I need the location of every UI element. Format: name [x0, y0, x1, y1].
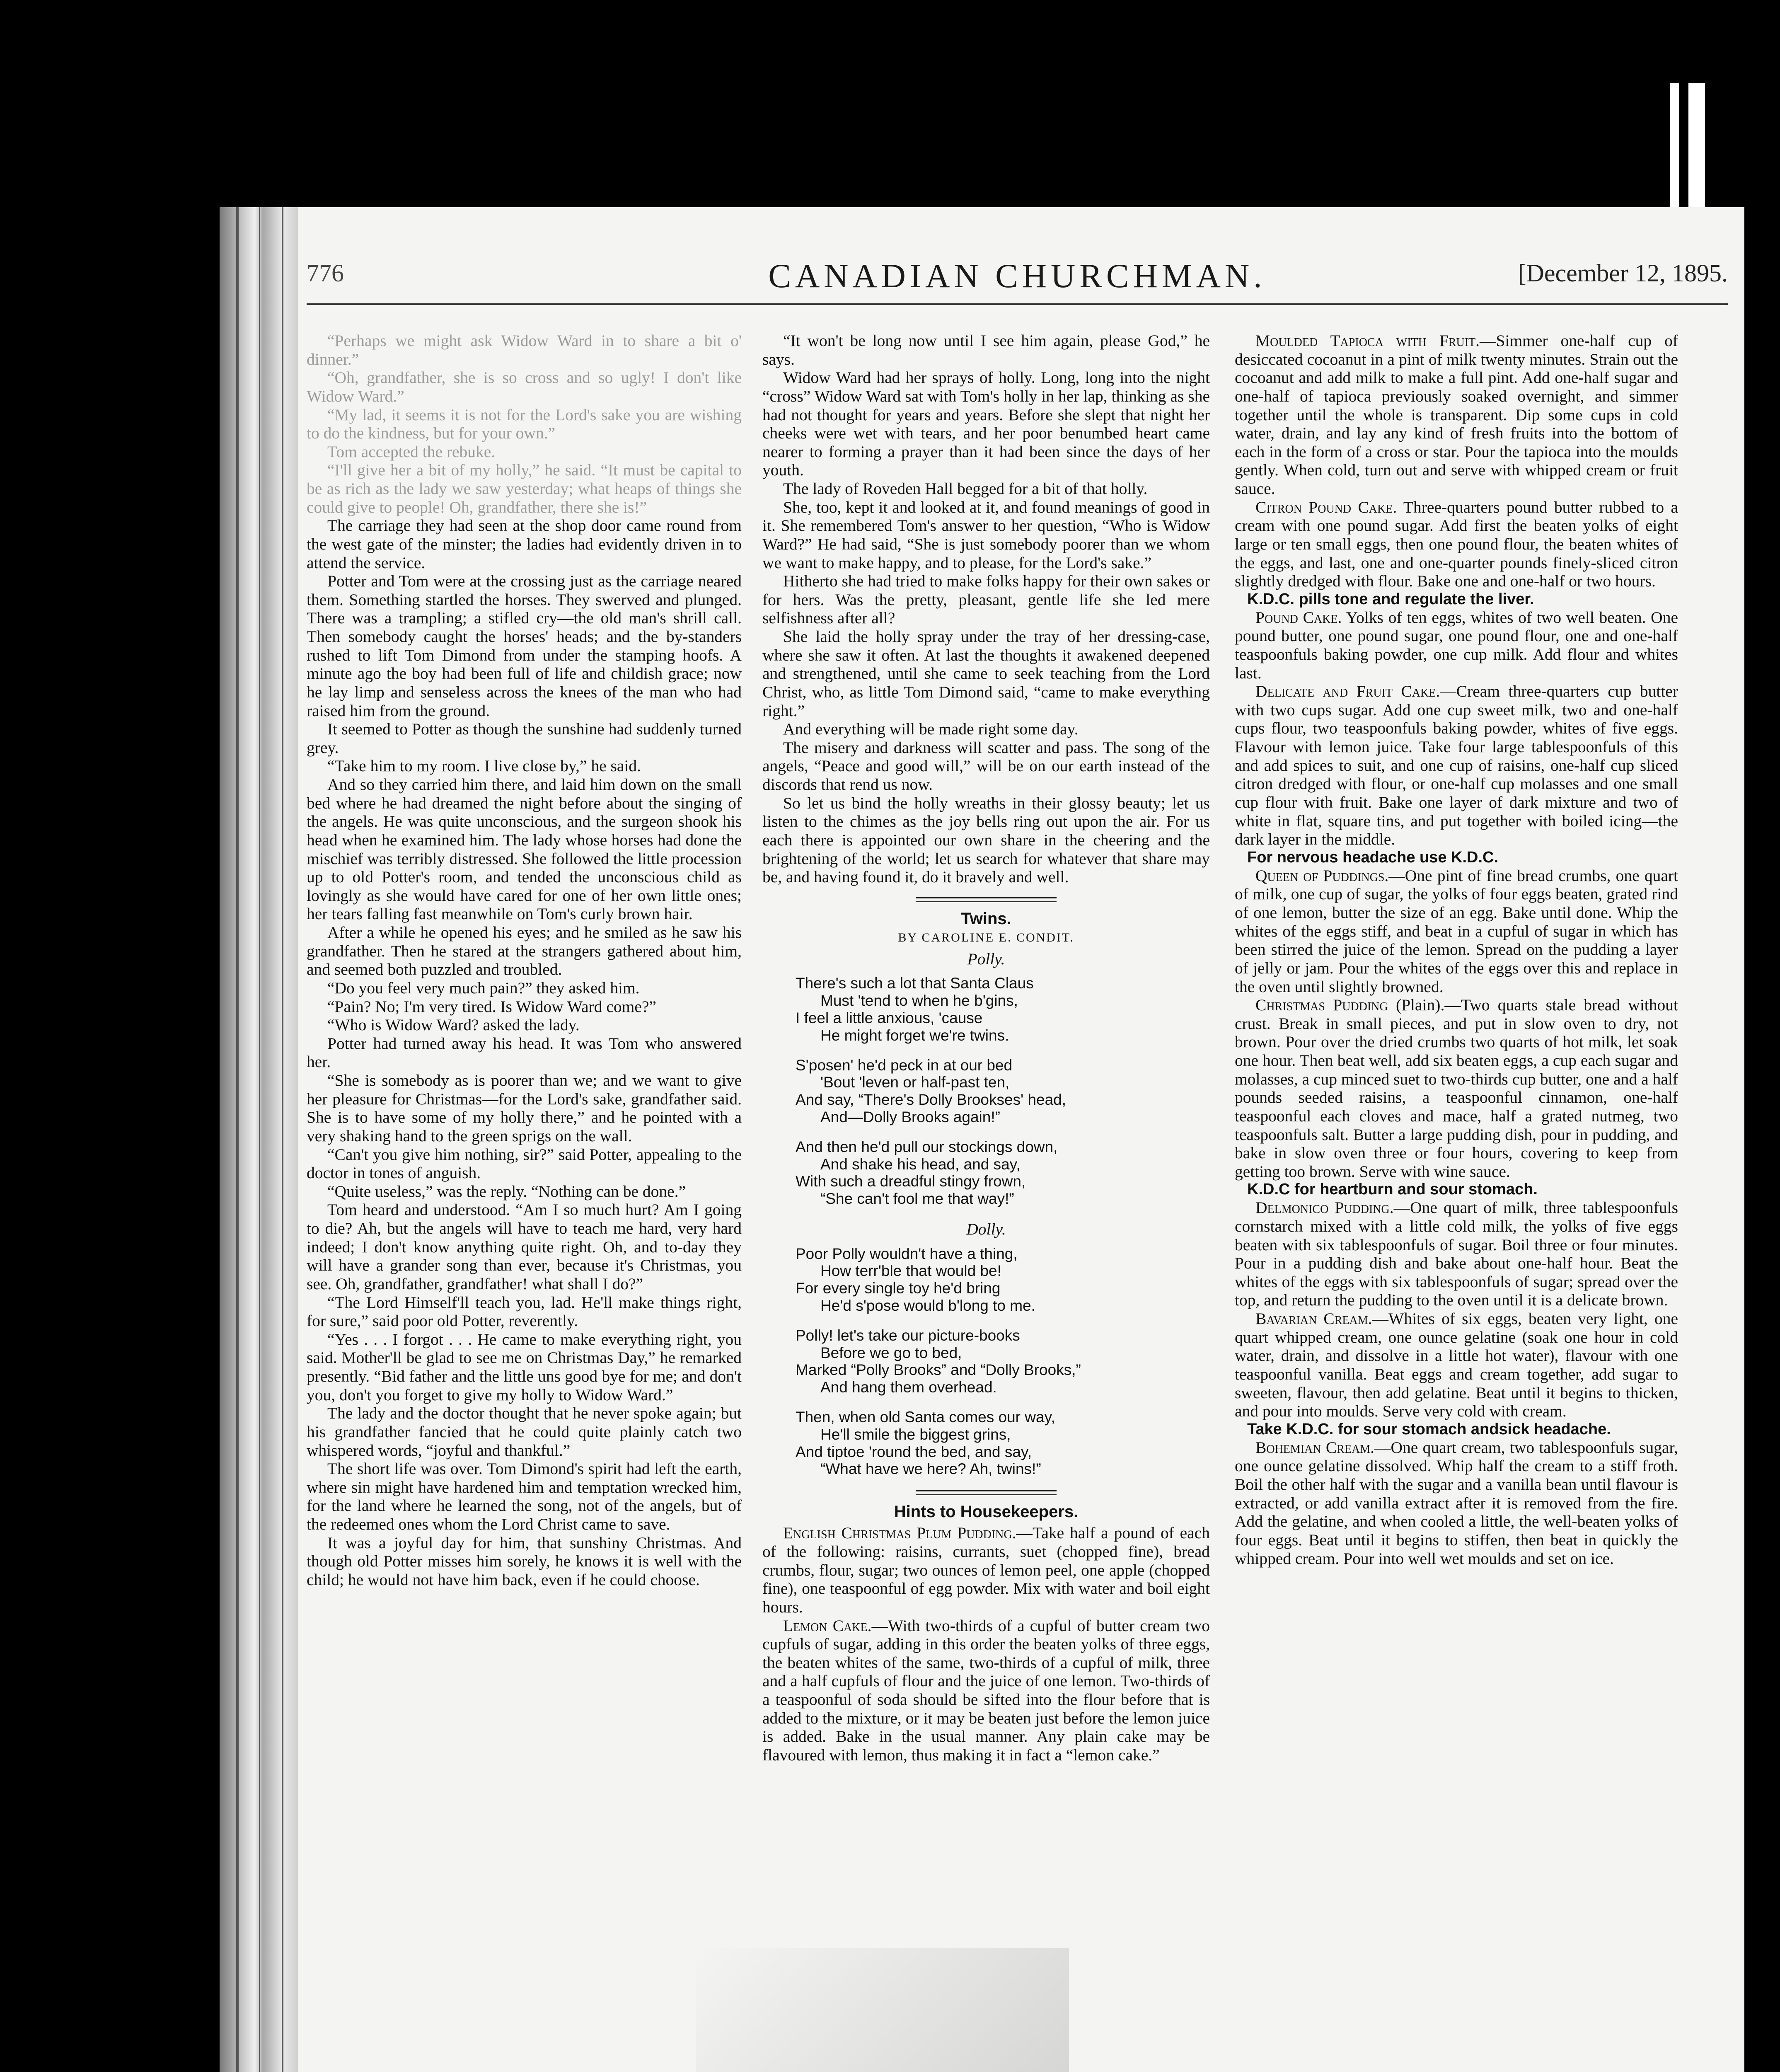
story-paragraph: “Perhaps we might ask Widow Ward in to share a bit o' dinner.”: [307, 332, 742, 368]
recipe: [1235, 682, 1678, 849]
poem-line: And say, “There's Dolly Brookses' head,: [796, 1091, 1067, 1109]
poem-part-polly: [762, 975, 1210, 1208]
story-paragraph: The lady and the doctor thought that he never spoke again; but his grandfather fancied that he could quite plainly catch two whispered words, “joyful and thankful.”: [307, 1404, 742, 1460]
masthead-title: CANADIAN CHURCHMAN.: [768, 257, 1266, 295]
recipe-name: Citron Pound Cake.: [1255, 498, 1397, 516]
story-paragraph: Widow Ward had her sprays of holly. Long, long into the night “cross” Widow Ward sat with Tom's holly in her lap, thinking as she had not thought for years and years. Before she slept that night her cheeks were wet with tears, and her poor benumbed heart came nearer to forming a prayer than it had been since the days of her youth.: [762, 368, 1210, 479]
poem-line: He'd s'pose would b'long to me.: [820, 1297, 1035, 1314]
story-paragraph: “I'll give her a bit of my holly,” he said. “It must be capital to be as rich as the lady we saw yesterday; what heaps of things she could give to people! Oh, grandfather, there she is!”: [307, 461, 742, 516]
gutter-line: [259, 207, 260, 2072]
newspaper-page: [220, 207, 1744, 2072]
page-header: [307, 259, 1728, 296]
poem-line: Must 'tend to when he b'gins,: [820, 992, 1018, 1009]
poem-stanza: [796, 1327, 1210, 1396]
recipe-text: —Simmer one-half cup of desiccated cocoanut in a pint of milk twenty minutes. Strain out the cocoanut and add milk to make a full pint. Add one-half sugar and one-half of tapioca previously soaked overnight, and simmer together until the whole is transparent. Dip some cups in cold water, drain, and lay any kind of fresh fruits into the bottom of each in the form of a cross or star. Pour the tapioca into the moulds gently. When cold, turn out and serve with whipped cream or fruit sauce.: [1235, 332, 1678, 498]
story-paragraph: “Pain? No; I'm very tired. Is Widow Ward come?”: [327, 997, 656, 1016]
story-paragraph: She laid the holly spray under the tray of her dressing-case, where she saw it often. At last the thoughts it awakened deepened and strengthened, until she came to seek teaching from the Lord Christ, who, as little Tom Dimond said, “came to make everything right.”: [762, 627, 1210, 720]
story-paragraph: “It won't be long now until I see him again, please God,” he says.: [762, 332, 1210, 368]
story-paragraph: “Who is Widow Ward? asked the lady.: [327, 1016, 580, 1034]
recipe: [1235, 498, 1678, 591]
poem-part-title: Dolly.: [966, 1220, 1006, 1239]
recipe: [1235, 332, 1678, 498]
poem-line: And shake his head, and say,: [820, 1155, 1021, 1173]
poem-stanza: [796, 1245, 1210, 1314]
recipe: [1235, 867, 1678, 996]
header-rule: [307, 303, 1728, 305]
poem-stanza: [796, 1138, 1210, 1208]
story-paragraph: So let us bind the holly wreaths in their glossy beauty; let us listen to the chimes as the joy bells ring out upon the air. For us each there is appointed our own share in the cheering and the brightening of the world; let us search for whatever that share may be, and having found it, do it bravely and well.: [762, 794, 1210, 886]
story-paragraph: “Yes . . . I forgot . . . He came to make everything right, you said. Mother'll be glad to see me on Christmas Day,” he remarked presently. “Bid father and the little uns good bye for me; and don't you, don't you forget to give my holly to Widow Ward.”: [307, 1330, 742, 1404]
poem-title: Twins.: [961, 909, 1011, 928]
poem-line: And hang them overhead.: [820, 1379, 997, 1396]
page-number: 776: [307, 259, 344, 287]
recipe-text: —One quart of milk, three tablespoonfuls cornstarch mixed with a little cold milk, the yolks of five eggs beaten with six tablespoonfuls of sugar. Boil three or four minutes. Pour in a pudding dish and bake about one-half hour. Beat the whites of the eggs with six tablespoonfuls of sugar; spread over the top, and return the pudding to the oven until it is a delicate brown.: [1235, 1198, 1678, 1310]
recipe-text: Three-quarters pound butter rubbed to a cream with one pound sugar. Add first the beaten yolks of eight large or ten small eggs, then one pound flour, the beaten whites of the eggs, and last, one and one-quarter pounds finely-sliced citron slightly dredged with flour. Bake one and one-half or two hours.: [1235, 498, 1678, 591]
poem-line: S'posen' he'd peck in at our bed: [796, 1056, 1013, 1074]
recipe: [1235, 1438, 1678, 1568]
poem-line: I feel a little anxious, 'cause: [796, 1009, 983, 1027]
recipe-name: Pound Cake.: [1255, 608, 1342, 627]
scan-mark: [1670, 83, 1679, 207]
hints-title: Hints to Housekeepers.: [894, 1503, 1079, 1521]
story-paragraph: The lady of Roveden Hall begged for a bit of that holly.: [783, 479, 1148, 498]
poem-stanza: [796, 1409, 1210, 1478]
story-paragraph: It was a joyful day for him, that sunshiny Christmas. And though old Potter misses him sorely, he knows it is well with the child; he would not have him back, even if he could choose.: [307, 1533, 742, 1589]
story-paragraph: It seemed to Potter as though the sunshine had suddenly turned grey.: [307, 720, 742, 757]
recipe-text: (Plain).—Two quarts stale bread without crust. Break in small pieces, and put in slow oven to dry, not brown. Pour over the dried crumbs two quarts of hot milk, let soak one hour. Then beat well, add six beaten eggs, a cup each sugar and molasses, a cup minced suet to two-thirds cup butter, one and a half pounds seeded raisins, a teaspoonful cinnamon, one-half teaspoonful each cloves and mace, half a grated nutmeg, two teaspoonfuls salt. Butter a large pudding dish, pour in pudding, and bake in slow oven three or four hours, covering to keep from getting too brown. Serve with wine sauce.: [1235, 996, 1678, 1181]
advertisement-line: K.D.C. pills tone and regulate the liver.: [1247, 590, 1534, 608]
recipe: [1235, 1310, 1678, 1421]
issue-date: [December 12, 1895.: [1518, 259, 1728, 287]
poem-line: And—Dolly Brooks again!”: [820, 1109, 1000, 1126]
story-paragraph: Potter and Tom were at the crossing just as the carriage neared them. Something startled the horses. They swerved and plunged. There was a trampling; a stifled cry—the old man's shrill call. Then somebody caught the horses' heads; and the by-standers rushed to lift Tom Dimond from under the stamping hoofs. A minute ago the boy had been full of life and childish grace; now he lay limp and senseless across the knees of the man who had raised him from the ground.: [307, 572, 742, 720]
poem-line: Then, when old Santa comes our way,: [796, 1409, 1055, 1426]
story-paragraph: The carriage they had seen at the shop door came round from the west gate of the minster; the ladies had evidently driven in to attend the service.: [307, 516, 742, 572]
column-story-left: [307, 332, 742, 2072]
poem-line: He'll smile the biggest grins,: [820, 1426, 1011, 1443]
recipes-middle: [762, 1524, 1210, 1764]
recipe-name: Bohemian Cream.: [1255, 1438, 1375, 1457]
recipe-name: Queen of Puddings.: [1255, 866, 1389, 885]
story-paragraph: “Oh, grandfather, she is so cross and so ugly! I don't like Widow Ward.”: [307, 368, 742, 405]
section-divider: [916, 1490, 1057, 1495]
recipe-text: —With two-thirds of a cupful of butter cream two cupfuls of sugar, adding in this order the beaten yolks of three eggs, the beaten whites of the same, two-thirds of a cupful of milk, three and a half cupfuls of flour and the juice of one lemon. Two-thirds of a teaspoonful of soda should be sifted into the flour before that is added to the mixture, or it may be beaten just before the lemon juice is added. Bake in the usual manner. Any plain cake may be flavoured with lemon, thus making it in fact a “lemon cake.”: [762, 1616, 1210, 1764]
story-paragraph: Tom heard and understood. “Am I so much hurt? Am I going to die? Ah, but the angels will have to teach me hard, very hard indeed; I don't know anything quite right. Oh, and to-day they will have a grander song than ever, because it's Christmas, you see. Oh, grandfather, grandfather! what shall I do?”: [307, 1201, 742, 1293]
poem-byline: BY CAROLINE E. CONDIT.: [898, 930, 1074, 944]
story-paragraph: Potter had turned away his head. It was Tom who answered her.: [307, 1034, 742, 1071]
advertisement-line: K.D.C for heartburn and sour stomach.: [1247, 1181, 1538, 1198]
poem-line: Poor Polly wouldn't have a thing,: [796, 1245, 1018, 1262]
story-paragraph: “My lad, it seems it is not for the Lord's sake you are wishing to do the kindness, but for your own.”: [307, 405, 742, 443]
gutter-line: [236, 207, 239, 2072]
recipe-text: —Whites of six eggs, beaten very light, one quart whipped cream, one ounce gelatine (soak one hour in cold water, drain, and dissolve in a little hot water), flavour with one teaspoonful vanilla. Beat eggs and cream together, add sugar to sweeten, flavour, then add gelatine. Beat until it begins to thicken, and pour into moulds. Serve very cold with cream.: [1235, 1310, 1678, 1421]
recipe-name: Lemon Cake.: [783, 1616, 872, 1635]
story-paragraph: And everything will be made right some day.: [783, 720, 1079, 738]
advertisement-line: Take K.D.C. for sour stomach andsick headache.: [1247, 1420, 1611, 1438]
recipe-text: —Take half a pound of each of the following: raisins, currants, suet (chopped fine), bread crumbs, flour, sugar; two ounces of lemon peel, one apple (chopped fine), one teaspoonful of egg powder. Mix with water and boil eight hours.: [762, 1524, 1210, 1616]
story-paragraph: She, too, kept it and looked at it, and found meanings of good in it. She remembered Tom's answer to her question, “Who is Widow Ward?” He had said, “She is just somebody poorer than we whom we want to make happy, and to please, for the Lord's sake.”: [762, 498, 1210, 572]
story-paragraph: “Quite useless,” was the reply. “Nothing can be done.”: [327, 1182, 686, 1201]
recipe-name: Moulded Tapioca with Fruit.: [1255, 332, 1480, 350]
column-recipes-right: [1235, 332, 1678, 2072]
poem-line: With such a dreadful stingy frown,: [796, 1173, 1026, 1190]
story-paragraph: After a while he opened his eyes; and he smiled as he saw his grandfather. Then he stared at the strangers gathered about him, and seemed both puzzled and troubled.: [307, 923, 742, 979]
poem-line: Polly! let's take our picture-books: [796, 1326, 1020, 1344]
poem-line: Marked “Polly Brooks” and “Dolly Brooks,”: [796, 1361, 1081, 1379]
poem-line: 'Bout 'leven or half-past ten,: [820, 1074, 1010, 1091]
story-paragraph: “Take him to my room. I live close by,” he said.: [327, 757, 641, 775]
poem-stanza: [796, 975, 1210, 1044]
story-paragraph: “She is somebody as is poorer than we; and we want to give her pleasure for Christmas—for the Lord's sake, grandfather said. She is to have some of my holly there,” and he pointed with a very shaking hand to the green sprigs on the wall.: [307, 1071, 742, 1145]
poem-line: How terr'ble that would be!: [820, 1262, 1001, 1280]
recipe: [1235, 608, 1678, 683]
poem-line: Before we go to bed,: [820, 1344, 962, 1361]
recipe-name: Bavarian Cream.: [1255, 1310, 1372, 1328]
recipe-name: Delicate and Fruit Cake.: [1255, 682, 1440, 701]
recipe: [762, 1617, 1210, 1765]
gutter-line: [282, 207, 283, 2072]
recipe-text: —One quart cream, two tablespoonfuls sugar, one ounce gelatine dissolved. Whip half the cream to a stiff froth. Boil the other half with the sugar and a vanilla bean until flavour is extracted, or add vanilla extract after it is removed from the fire. Add the gelatine, and when cooled a little, the well-beaten yolks of four eggs. Beat until it begins to stiffen, then beat in quickly the whipped cream. Pour into well wet moulds and set on ice.: [1235, 1438, 1678, 1568]
poem-line: And tiptoe 'round the bed, and say,: [796, 1443, 1032, 1460]
section-divider: [916, 897, 1057, 902]
poem-part-title: Polly.: [967, 949, 1005, 968]
recipe: [762, 1524, 1210, 1616]
recipe: [1235, 996, 1678, 1181]
poem-stanza: [796, 1057, 1210, 1126]
scan-mark: [1688, 83, 1705, 207]
story-paragraph: And so they carried him there, and laid him down on the small bed where he had dreamed the night before about the singing of the angels. He was quite unconscious, and the surgeon shook his head when he examined him. The lady whose horses had done the mischief was terribly distressed. She followed the little procession up to old Potter's room, and tended the unconscious child as lovingly as she would have cared for one of her own little ones; her tears falling fast meanwhile on Tom's curly brown hair.: [307, 775, 742, 923]
recipe-name: Delmonico Pudding.: [1255, 1198, 1394, 1217]
poem-line: And then he'd pull our stockings down,: [796, 1138, 1058, 1155]
recipe-text: Yolks of ten eggs, whites of two well beaten. One pound butter, one pound sugar, one pound flour, one and one-half teaspoonfuls baking powder, one cup milk. Add flour and whites last.: [1235, 608, 1678, 682]
poem-line: For every single toy he'd bring: [796, 1280, 1001, 1297]
story-paragraph: The misery and darkness will scatter and pass. The song of the angels, “Peace and good will,” will be on our earth instead of the discords that rend us now.: [762, 738, 1210, 794]
recipe-name: Christmas Pudding: [1255, 996, 1388, 1014]
story-paragraph: Hitherto she had tried to make folks happy for their own sakes or for hers. Was the pretty, pleasant, gentle life she led mere selfishness after all?: [762, 572, 1210, 627]
recipe: [1235, 1198, 1678, 1310]
recipe-name: English Christmas Plum Pudding.: [783, 1524, 1016, 1542]
poem-line: He might forget we're twins.: [820, 1026, 1009, 1044]
recipe-text: —One pint of fine bread crumbs, one quart of milk, one cup of sugar, the yolks of four eggs beaten, grated rind of one lemon, butter the size of an egg. Bake until done. Whip the whites of the eggs stiff, and beat in a cupful of sugar in which has been stirred the juice of the lemon. Spread on the pudding a layer of jelly or jam. Pour the whites of the eggs over this and replace in the oven until slightly browned.: [1235, 866, 1678, 996]
advertisement-line: For nervous headache use K.D.C.: [1247, 848, 1499, 866]
story-paragraph: “Do you feel very much pain?” they asked him.: [327, 978, 640, 997]
poem-part-dolly: [762, 1245, 1210, 1478]
poem-line: There's such a lot that Santa Claus: [796, 975, 1034, 992]
story-continuation: [762, 332, 1210, 886]
recipe-text: —Cream three-quarters cup butter with two cups sugar. Add one cup sweet milk, two and one-half cups flour, two teaspoonfuls baking powder, whites of five eggs. Flavour with lemon juice. Take four large tablespoonfuls of this and add spices to suit, and one cup of raisins, one-half cup sliced citron dredged with flour, or one-half cup molasses and one small cup flour with fruit. Bake one layer of dark mixture and two of white in flat, square tins, and put together with boiled icing—the dark layer in the middle.: [1235, 682, 1678, 849]
column-middle: [762, 332, 1210, 2072]
poem-line: “She can't fool me that way!”: [820, 1190, 1014, 1208]
story-paragraph: “Can't you give him nothing, sir?” said Potter, appealing to the doctor in tones of anguish.: [307, 1145, 742, 1182]
story-paragraph: Tom accepted the rebuke.: [327, 442, 496, 461]
poem-line: “What have we here? Ah, twins!”: [820, 1460, 1041, 1478]
story-paragraph: The short life was over. Tom Dimond's spirit had left the earth, where sin might have hardened him and temptation wrecked him, for the land where he learned the song, not of the angels, but of the redeemed ones whom the Lord Christ came to save.: [307, 1460, 742, 1533]
story-paragraph: “The Lord Himself'll teach you, lad. He'll make things right, for sure,” said poor old Potter, reverently.: [307, 1293, 742, 1330]
